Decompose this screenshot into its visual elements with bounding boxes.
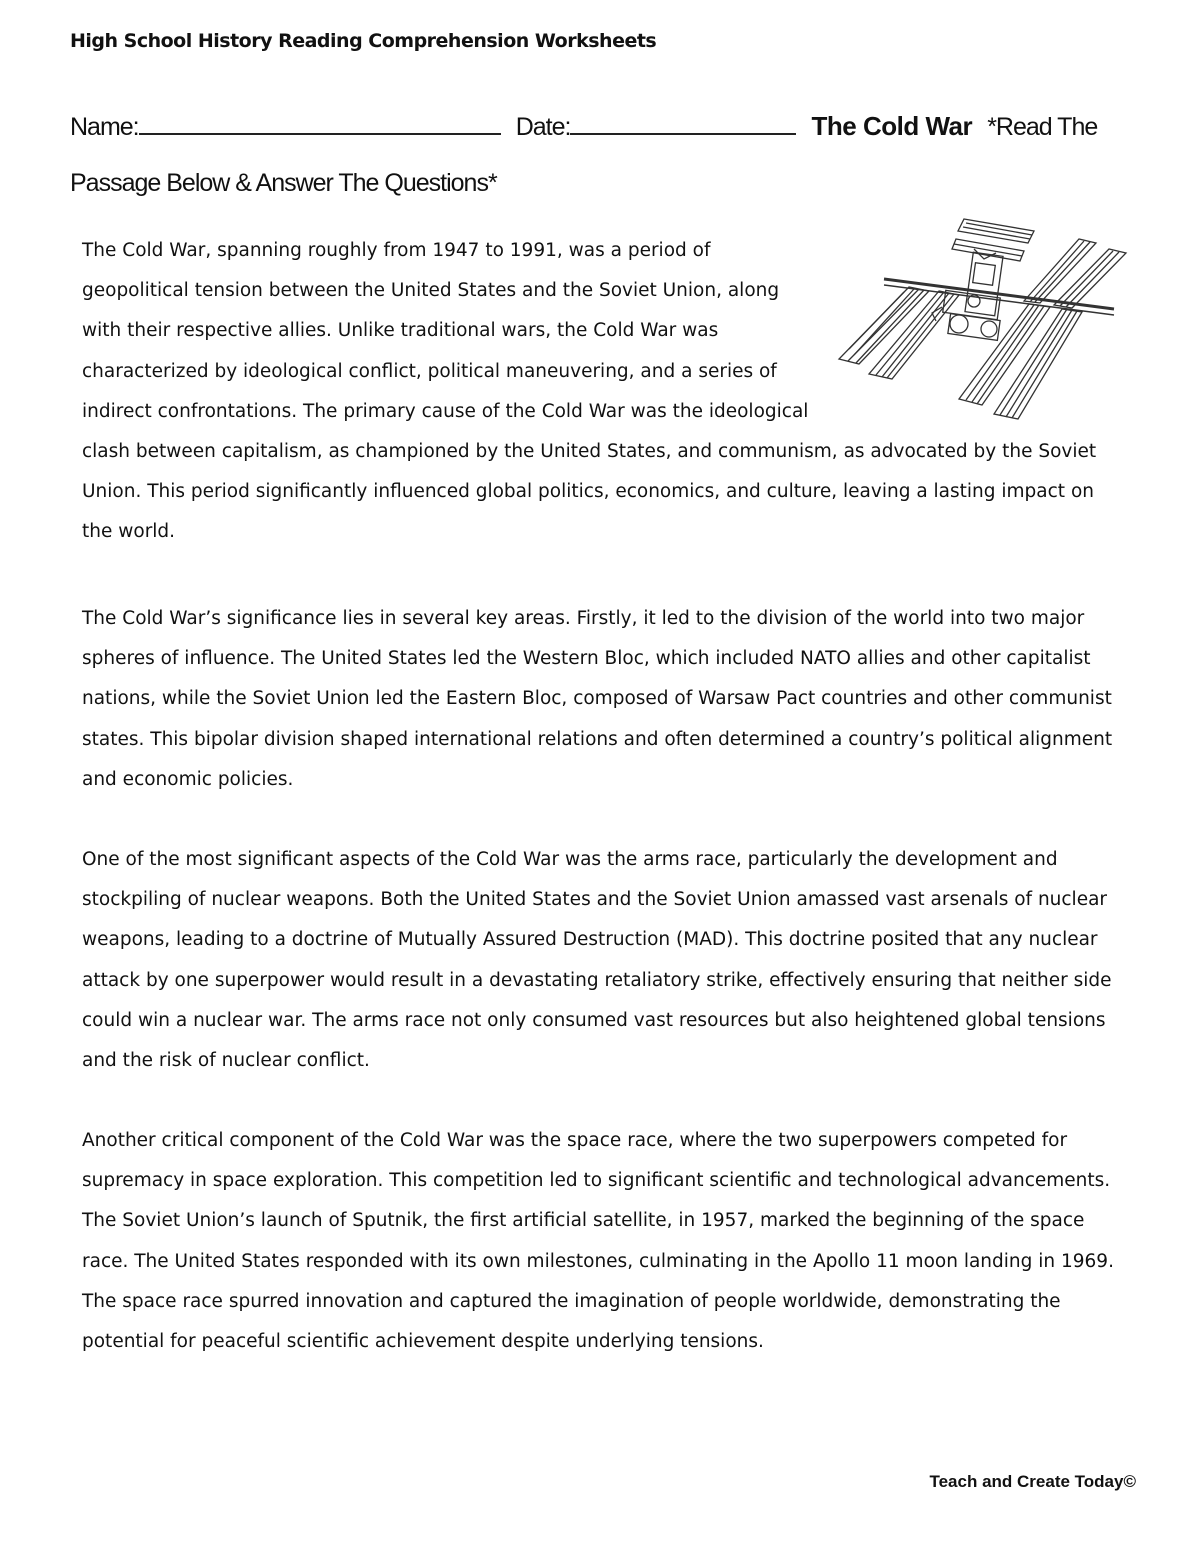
passage-paragraph-4: Another critical component of the Cold War was the space race, where the two superpowers competed for supremacy in space exploration. This competition led to significant scientific and technological advancements. The Soviet Union’s launch of Sputnik, the first artificial satellite, in 1957, marked the beginning of the space race. The United States responded with its own milestones, culminating in the Apollo 11 moon landing in 1969. The space race spurred innovation and captured the imagination of people worldwide, demonstrating the potential for peaceful scientific achievement despite underlying tensions. <box>82 1130 1114 1353</box>
worksheet-series-title: High School History Reading Comprehension Worksheets <box>70 30 657 52</box>
date-field[interactable] <box>570 111 796 135</box>
passage-paragraph-1 <box>82 231 1122 553</box>
paragraph-text: The Cold War, spanning roughly from 1947 to 1991, was a period of geopolitical tension between the United States and the Soviet Union, along with their respective allies. Unlike traditional wars, the Cold War was characterized by ideological conflict, political maneuvering, and a series of indirect confrontations. The primary cause of the Cold War was the ideological clash between capitalism, as championed by the United States, and communism, as advocated by the Soviet Union. This period significantly influenced global politics, economics, and culture, leaving a lasting impact on the world. <box>82 240 1097 543</box>
passage-paragraph-3: One of the most significant aspects of the Cold War was the arms race, particularly the development and stockpiling of nuclear weapons. Both the United States and the Soviet Union amassed vast arsenals of nuclear weapons, leading to a doctrine of Mutually Assured Destruction (MAD). This doctrine posited that any nuclear attack by one superpower would result in a devastating retaliatory strike, effectively ensuring that neither side could win a nuclear war. The arms race not only consumed vast resources but also heightened global tensions and the risk of nuclear conflict. <box>82 849 1112 1072</box>
worksheet-heading <box>70 98 1170 211</box>
date-label: Date: <box>515 113 571 141</box>
worksheet-title: The Cold War <box>811 111 973 141</box>
passage-paragraph-2: The Cold War’s significance lies in several key areas. Firstly, it led to the division of the world into two major spheres of influence. The United States led the Western Bloc, which included NATO allies and other capitalist nations, while the Soviet Union led the Eastern Bloc, composed of Warsaw Pact countries and other communist states. This bipolar division shaped international relations and often determined a country’s political alignment and economic policies. <box>82 608 1113 790</box>
footer-credit: Teach and Create Today© <box>929 1472 1136 1491</box>
name-label: Name: <box>70 113 139 141</box>
space-station-illustration <box>824 209 1134 429</box>
name-field[interactable] <box>139 111 501 135</box>
worksheet-instructions: *Read The Passage Below & Answer The Questions* <box>70 113 1098 197</box>
